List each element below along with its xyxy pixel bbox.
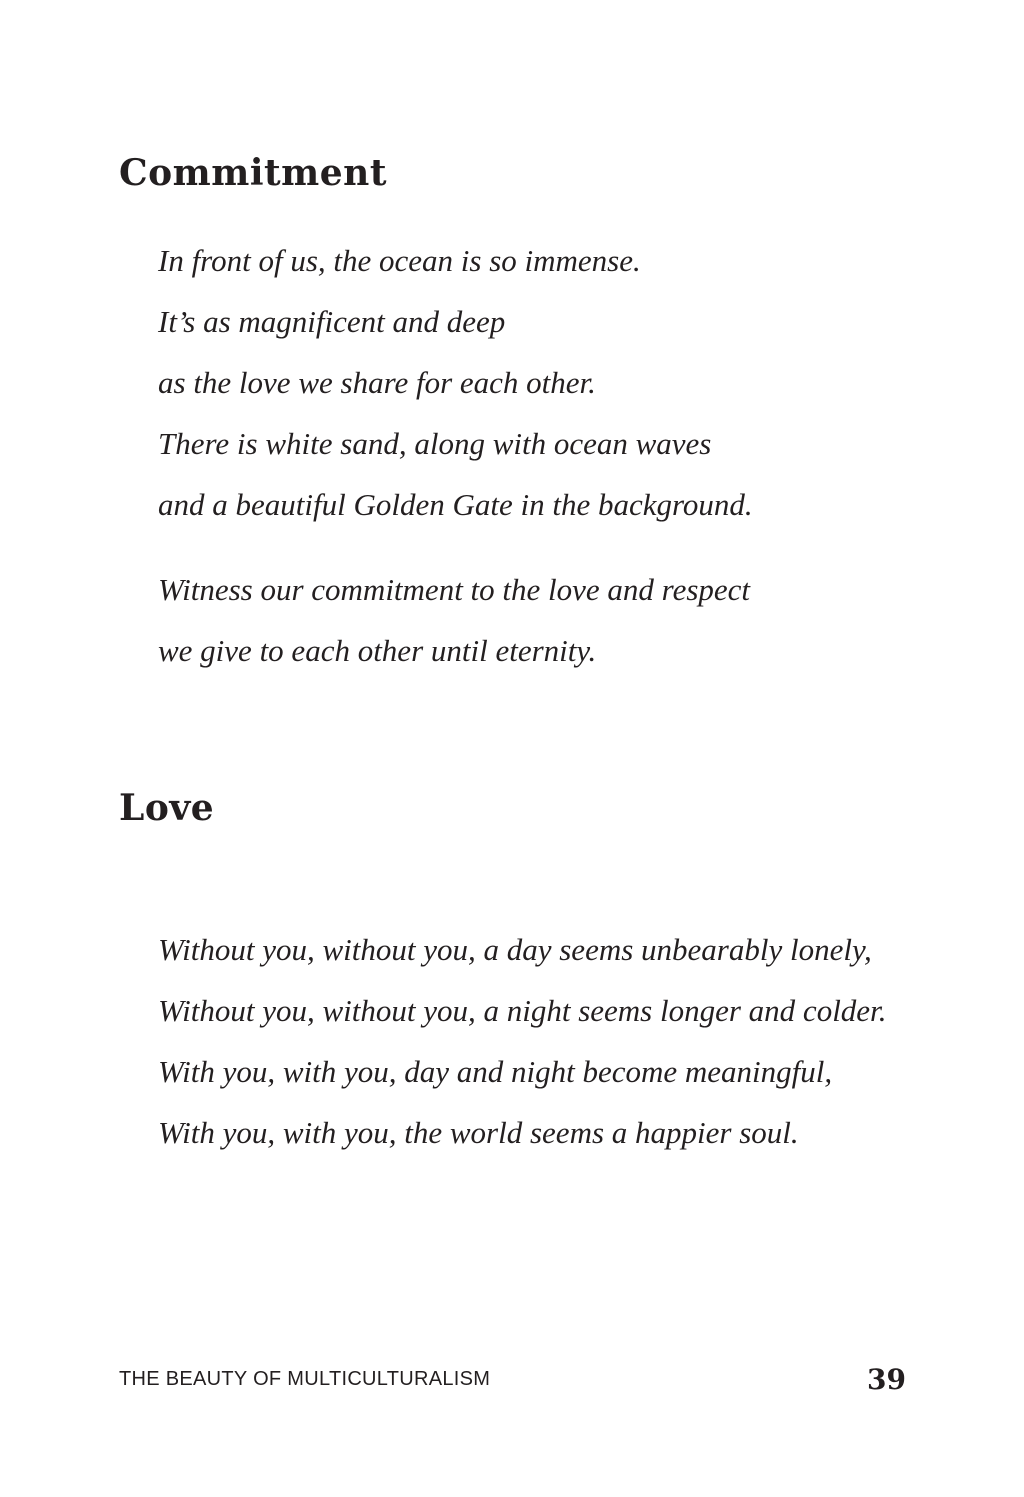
poem-line: Without you, without you, a day seems unbearably lonely, (158, 932, 872, 967)
poem-commitment-stanza-1 (158, 230, 753, 535)
page-number: 39 (867, 1363, 906, 1396)
poem-line: With you, with you, day and night become meaningful, (158, 1054, 833, 1089)
running-footer-book-title: THE BEAUTY OF MULTICULTURALISM (119, 1368, 491, 1390)
section-title-love: Love (119, 787, 215, 829)
section-title-commitment: Commitment (119, 152, 387, 194)
poem-line: It’s as magnificent and deep (158, 304, 506, 339)
poem-line: as the love we share for each other. (158, 365, 596, 400)
poem-commitment-stanza-2 (158, 559, 750, 681)
poem-line: There is white sand, along with ocean waves (158, 426, 712, 461)
poem-line: With you, with you, the world seems a happier soul. (158, 1115, 799, 1150)
poem-line: Without you, without you, a night seems longer and colder. (158, 993, 887, 1028)
poem-line: Witness our commitment to the love and respect (158, 572, 751, 607)
poem-line: In front of us, the ocean is so immense. (158, 243, 641, 278)
poem-love-stanza-1 (158, 919, 886, 1163)
poem-line: and a beautiful Golden Gate in the background. (158, 487, 753, 522)
poem-line: we give to each other until eternity. (158, 633, 597, 668)
